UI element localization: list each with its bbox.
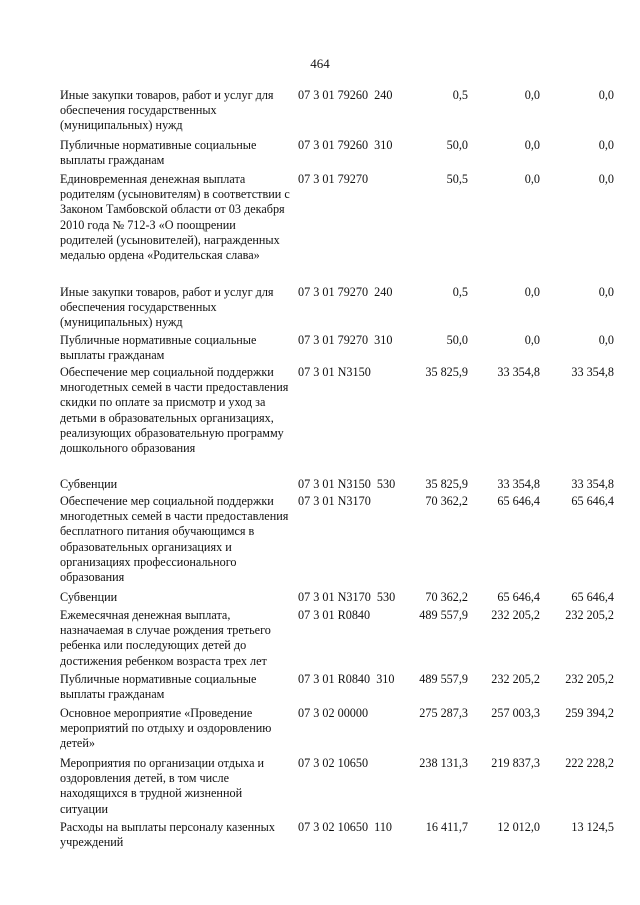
row-value-1: 50,0	[446, 333, 468, 347]
row-value-3: 0,0	[598, 172, 614, 186]
row-code: 07 3 02 10650	[298, 756, 369, 770]
row-name: Субвенции	[60, 477, 118, 491]
row-name: Иные закупки товаров, работ и услуг для обеспечения государственных (муниципальных) нужд	[60, 285, 274, 330]
row-code: 07 3 01 79270	[298, 172, 369, 186]
row-value-1: 275 287,3	[419, 706, 468, 720]
row-value-1: 70 362,2	[425, 494, 468, 508]
row-code: 07 3 02 00000	[298, 706, 369, 720]
row-name: Публичные нормативные социальные выплаты гражданам	[60, 138, 257, 168]
row-value-1: 0,5	[452, 88, 468, 102]
row-name: Публичные нормативные социальные выплаты гражданам	[60, 672, 257, 702]
row-name: Расходы на выплаты персоналу казенных учреждений	[60, 820, 275, 850]
page-number: 464	[310, 56, 330, 71]
row-name: Единовременная денежная выплата родителям (усыновителям) в соответствии с Законом Тамбовской области от 03 декабря 2010 года № 712-З «О поощрении родителей (усыновителей), награжденных медалью ордена «Родительская слава»	[60, 172, 290, 263]
row-value-1: 238 131,3	[419, 756, 468, 770]
row-value-3: 222 228,2	[565, 756, 614, 770]
row-code: 07 3 01 N3170 530	[298, 590, 396, 604]
row-value-3: 65 646,4	[571, 494, 614, 508]
row-name: Иные закупки товаров, работ и услуг для обеспечения государственных (муниципальных) нужд	[60, 88, 274, 133]
row-name: Субвенции	[60, 590, 118, 604]
table-row	[0, 333, 640, 365]
row-name: Мероприятия по организации отдыха и оздоровления детей, в том числе находящихся в трудной жизненной ситуации	[60, 756, 265, 816]
row-value-2: 0,0	[524, 172, 540, 186]
row-code: 07 3 01 79270 240	[298, 285, 393, 299]
row-name: Публичные нормативные социальные выплаты гражданам	[60, 333, 257, 363]
table-row	[0, 756, 640, 820]
row-value-2: 12 012,0	[497, 820, 540, 834]
row-value-2: 257 003,3	[491, 706, 540, 720]
row-code: 07 3 01 R0840 310	[298, 672, 395, 686]
row-value-3: 0,0	[598, 333, 614, 347]
row-code: 07 3 01 79270 310	[298, 333, 393, 347]
table-row	[0, 285, 640, 333]
row-name: Обеспечение мер социальной поддержки многодетных семей в части предоставления бесплатного питания обучающимся в образовательных организациях и организациях профессионального образования	[60, 494, 289, 585]
row-value-2: 0,0	[524, 333, 540, 347]
row-value-3: 33 354,8	[571, 477, 614, 491]
row-value-1: 70 362,2	[425, 590, 468, 604]
row-code: 07 3 01 79260 310	[298, 138, 393, 152]
table-row	[0, 365, 640, 477]
row-code: 07 3 01 N3150 530	[298, 477, 396, 491]
row-name: Основное мероприятие «Проведение мероприятий по отдыху и оздоровлению детей»	[60, 706, 272, 751]
table-row	[0, 706, 640, 756]
table-row	[0, 138, 640, 172]
table-row	[0, 172, 640, 285]
table-row	[0, 608, 640, 672]
row-value-1: 489 557,9	[419, 672, 468, 686]
row-value-3: 0,0	[598, 138, 614, 152]
row-code: 07 3 01 R0840	[298, 608, 371, 622]
row-value-2: 219 837,3	[491, 756, 540, 770]
row-value-2: 33 354,8	[497, 477, 540, 491]
table-row	[0, 590, 640, 608]
table-row	[0, 88, 640, 138]
row-value-2: 232 205,2	[491, 672, 540, 686]
budget-table	[0, 88, 640, 854]
row-value-2: 232 205,2	[491, 608, 540, 622]
row-code: 07 3 02 10650 110	[298, 820, 393, 834]
row-value-3: 33 354,8	[571, 365, 614, 379]
row-code: 07 3 01 N3150	[298, 365, 371, 379]
table-row	[0, 494, 640, 590]
row-value-2: 65 646,4	[497, 494, 540, 508]
row-value-1: 50,0	[446, 138, 468, 152]
row-name: Обеспечение мер социальной поддержки многодетных семей в части предоставления скидки по оплате за присмотр и уход за детьми в образовательных организациях, реализующих образовательную программу дошкольного образования	[60, 365, 289, 456]
row-code: 07 3 01 79260 240	[298, 88, 393, 102]
row-value-2: 0,0	[524, 88, 540, 102]
row-value-3: 65 646,4	[571, 590, 614, 604]
row-value-3: 259 394,2	[565, 706, 614, 720]
row-value-2: 0,0	[524, 285, 540, 299]
table-row	[0, 820, 640, 854]
row-name: Ежемесячная денежная выплата, назначаемая в случае рождения третьего ребенка или последующих детей до достижения ребенком возраста трех лет	[60, 608, 271, 668]
row-value-1: 489 557,9	[419, 608, 468, 622]
row-value-1: 35 825,9	[425, 477, 468, 491]
row-value-1: 0,5	[452, 285, 468, 299]
row-value-2: 33 354,8	[497, 365, 540, 379]
row-value-3: 13 124,5	[571, 820, 614, 834]
row-code: 07 3 01 N3170	[298, 494, 371, 508]
row-value-3: 0,0	[598, 285, 614, 299]
row-value-2: 0,0	[524, 138, 540, 152]
row-value-1: 35 825,9	[425, 365, 468, 379]
row-value-2: 65 646,4	[497, 590, 540, 604]
row-value-3: 232 205,2	[565, 608, 614, 622]
row-value-1: 16 411,7	[425, 820, 468, 834]
row-value-3: 232 205,2	[565, 672, 614, 686]
row-value-3: 0,0	[598, 88, 614, 102]
table-row	[0, 477, 640, 494]
table-row	[0, 672, 640, 706]
row-value-1: 50,5	[446, 172, 468, 186]
